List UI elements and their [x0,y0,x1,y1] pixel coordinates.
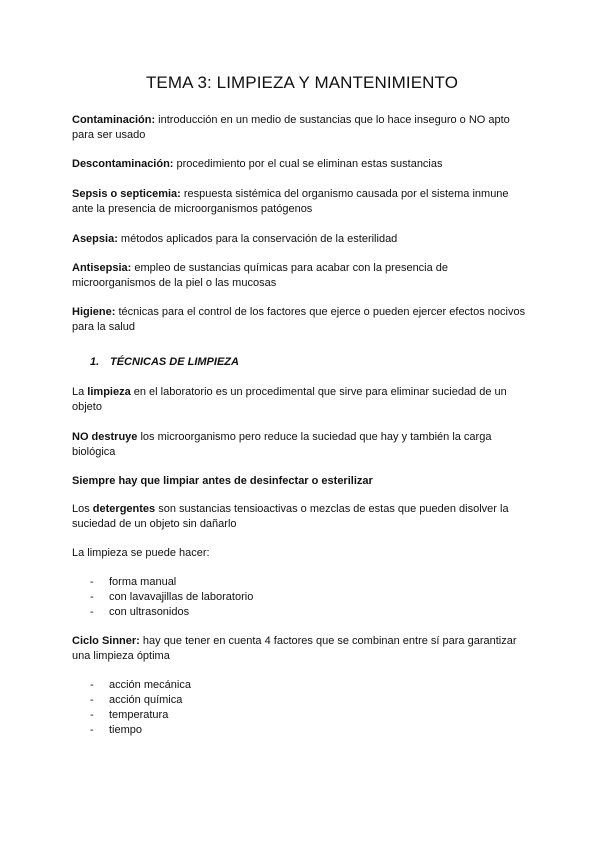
section-heading [90,356,239,368]
page-title: TEMA 3: LIMPIEZA Y MANTENIMIENTO [145,73,459,92]
paragraph-text: son sustancias tensioactivas o mezclas de estas que pueden disolver la suciedad de un objeto sin dañarlo [72,503,509,530]
list-item [90,723,191,738]
paragraph-text: los microorganismo pero reduce la suciedad que hay y también la carga biológica [72,431,492,458]
definition-antisepsia [72,261,530,291]
definition-term: Sepsis o septicemia: [72,188,181,200]
definition-text: métodos aplicados para la conservación de la esterilidad [117,233,398,245]
paragraph-bold: Ciclo Sinner: [72,635,140,647]
list-item-text: acción mecánica [109,679,191,691]
list-item [90,590,253,605]
paragraph-siempre [72,474,530,489]
section-title: TÉCNICAS DE LIMPIEZA [110,356,239,368]
definition-term: Higiene: [72,306,116,318]
paragraph-bold: detergentes [92,503,156,515]
list-item-text: temperatura [109,709,169,721]
paragraph-text: La [72,386,88,398]
definition-text: respuesta sistémica del organismo causada por el sistema inmune ante la presencia de microorganismos patógenos [72,188,509,215]
paragraph-limpieza-hacer: La limpieza se puede hacer: [72,547,210,559]
list-item-text: con lavavajillas de laboratorio [109,591,254,603]
definition-contaminacion [72,113,530,143]
paragraph-no-destruye [72,430,530,460]
paragraph-text: hay que tener en cuenta 4 factores que se combinan entre sí para garantizar una limpieza óptima [72,635,517,662]
dash-bullet: - [90,591,94,603]
list-item-text: acción química [109,694,183,706]
definition-text: procedimiento por el cual se eliminan estas sustancias [173,158,443,170]
paragraph-bold: Siempre hay que limpiar antes de desinfectar o esterilizar [72,475,373,487]
definition-text: técnicas para el control de los factores que ejerce o pueden ejercer efectos nocivos para la salud [72,306,526,333]
list-item [90,605,253,620]
paragraph-ciclo-sinner [72,634,530,664]
definition-term: Descontaminación: [72,158,174,170]
definition-asepsia [72,232,530,247]
definition-term: Contaminación: [72,114,156,126]
paragraph-bold: NO destruye [72,431,138,443]
dash-bullet: - [90,709,94,721]
list-item [90,575,253,590]
list-item-text: con ultrasonidos [109,606,190,618]
list-factores-sinner [90,678,191,738]
dash-bullet: - [90,576,94,588]
definition-sepsis [72,187,530,217]
paragraph-bold: limpieza [87,386,131,398]
dash-bullet: - [90,679,94,691]
paragraph-text: en el laboratorio es un procedimental que sirve para eliminar suciedad de un objeto [72,386,507,413]
list-metodos-limpieza [90,575,253,620]
section-number: 1. [90,356,100,368]
dash-bullet: - [90,724,94,736]
definition-term: Antisepsia: [72,262,132,274]
list-item [90,678,191,693]
paragraph-detergentes [72,502,530,532]
paragraph-text: Los [72,503,93,515]
paragraph-limpieza [72,385,530,415]
definition-descontaminacion [72,157,530,172]
list-item-text: forma manual [109,576,177,588]
definition-text: introducción en un medio de sustancias que lo hace inseguro o NO apto para ser usado [72,114,510,141]
list-item [90,708,191,723]
definition-term: Asepsia: [72,233,118,245]
definition-higiene [72,305,530,335]
list-item [90,693,191,708]
dash-bullet: - [90,606,94,618]
list-item-text: tiempo [109,724,143,736]
definition-text: empleo de sustancias químicas para acabar con la presencia de microorganismos de la piel o las mucosas [72,262,449,289]
dash-bullet: - [90,694,94,706]
